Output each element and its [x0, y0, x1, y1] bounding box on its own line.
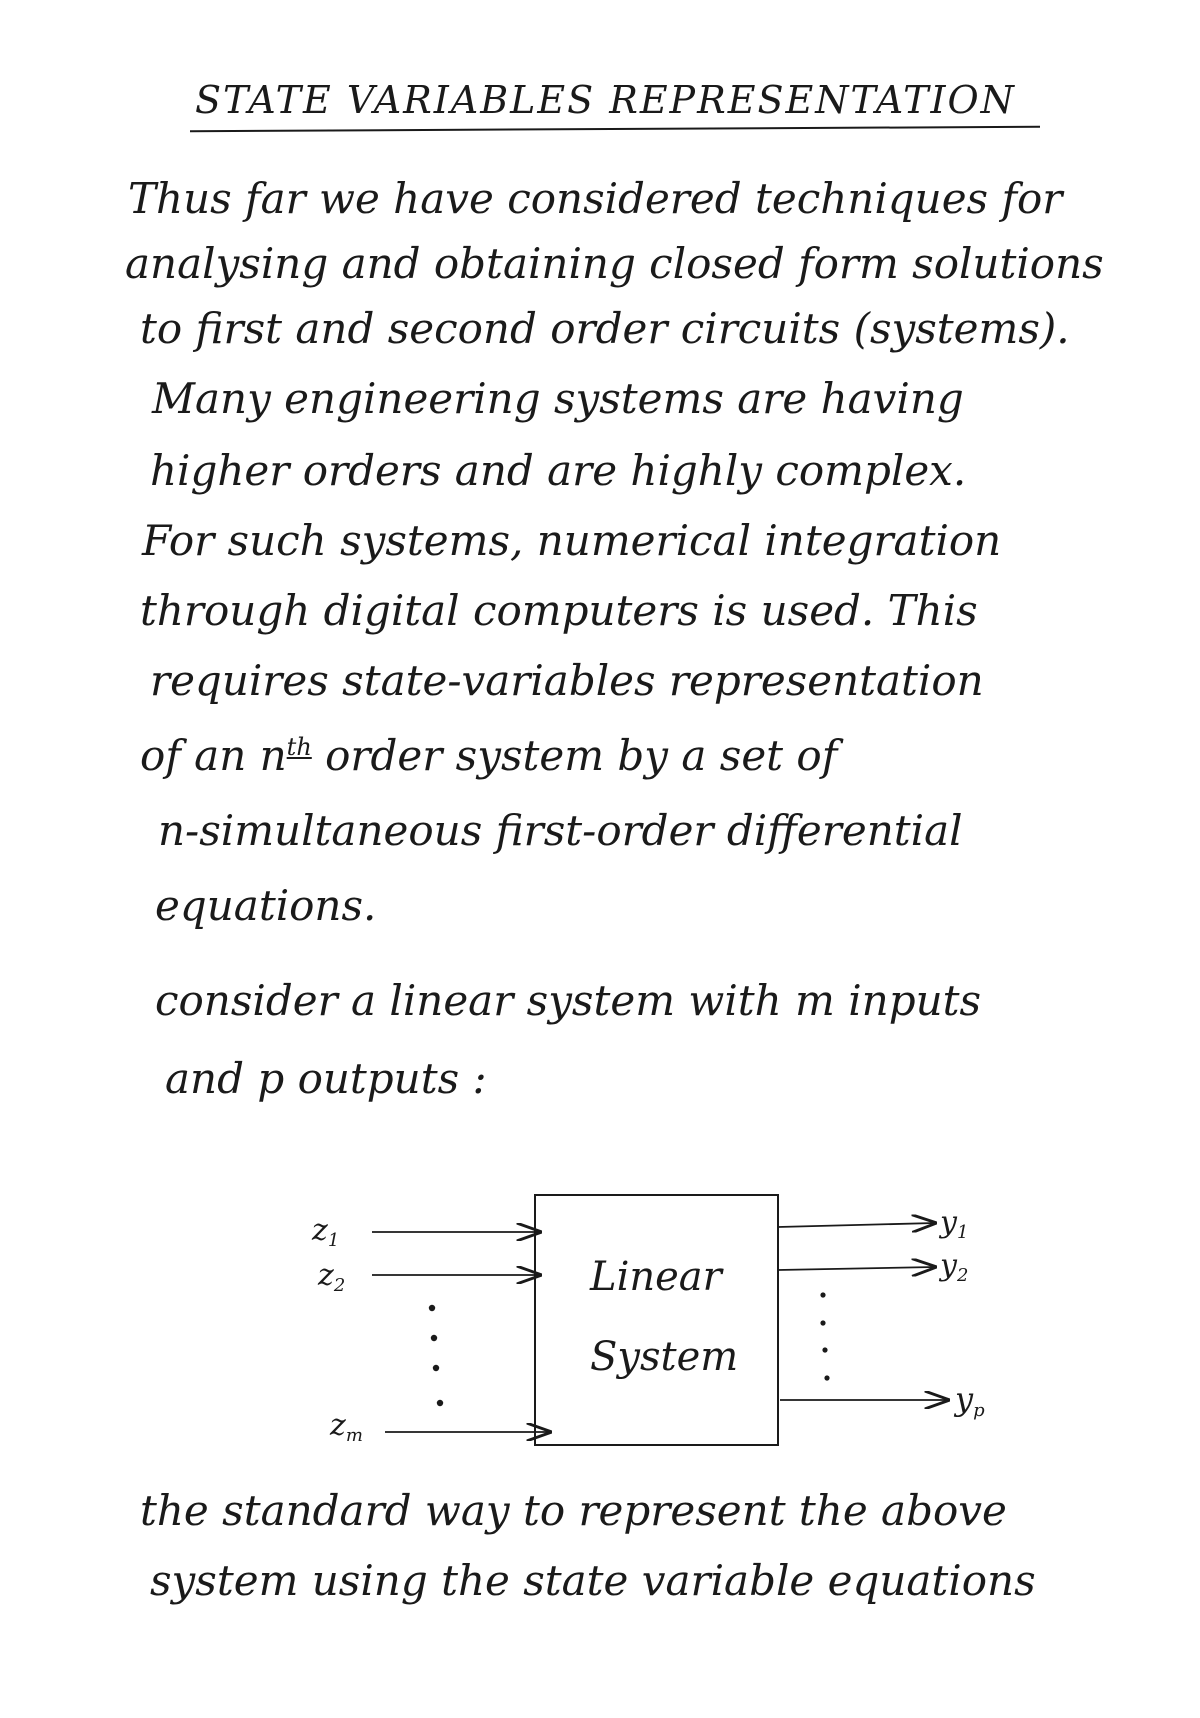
text-line: n-simultaneous first-order differential: [158, 806, 963, 855]
input-label-2: $z_2$: [318, 1258, 346, 1296]
block-label-line1: Linear: [590, 1254, 722, 1300]
input-ellipsis-dot: [429, 1305, 435, 1311]
nth-pre: of an n: [140, 731, 287, 780]
text-line: analysing and obtaining closed form solutions: [125, 239, 1104, 288]
output-label-p: yp: [955, 1380, 985, 1421]
text-line: to first and second order circuits (systems).: [140, 304, 1070, 353]
text-line: the standard way to represent the above: [140, 1486, 1007, 1535]
input-ellipsis-dot: [433, 1365, 439, 1371]
text-line: consider a linear system with m inputs: [155, 976, 982, 1025]
input-ellipsis-dot: [431, 1335, 437, 1341]
output-label-2: $y_2$: [940, 1248, 969, 1286]
nth-post: order system by a set of: [311, 731, 838, 780]
input-ellipsis-dot: [437, 1400, 443, 1406]
output-arrow-2: [778, 1267, 935, 1270]
text-line: Thus far we have considered techniques for: [128, 174, 1063, 223]
text-line: For such systems, numerical integration: [142, 516, 1002, 565]
block-label-line2: System: [590, 1334, 739, 1380]
input-label-m: $z_m$: [330, 1408, 363, 1446]
page-title: STATE VARIABLES REPRESENTATION: [195, 78, 1016, 122]
output-ellipsis-dot: [824, 1375, 829, 1380]
text-line: Many engineering systems are having: [152, 374, 964, 423]
output-label-1: $y_1$: [940, 1205, 969, 1243]
text-line: higher orders and are highly complex.: [150, 446, 967, 495]
text-line: and p outputs :: [165, 1054, 487, 1103]
input-label-1: $z_1$: [312, 1213, 340, 1251]
text-line: requires state-variables representation: [150, 656, 984, 705]
output-ellipsis-dot: [820, 1320, 825, 1325]
system-block: [535, 1195, 778, 1445]
output-ellipsis-dot: [822, 1347, 827, 1352]
text-line: system using the state variable equations: [150, 1556, 1036, 1605]
output-ellipsis-dot: [820, 1292, 825, 1297]
output-arrow-1: [778, 1223, 935, 1227]
text-line: through digital computers is used. This: [140, 586, 978, 635]
text-line: equations.: [155, 881, 377, 930]
nth-sup: th: [286, 733, 312, 761]
